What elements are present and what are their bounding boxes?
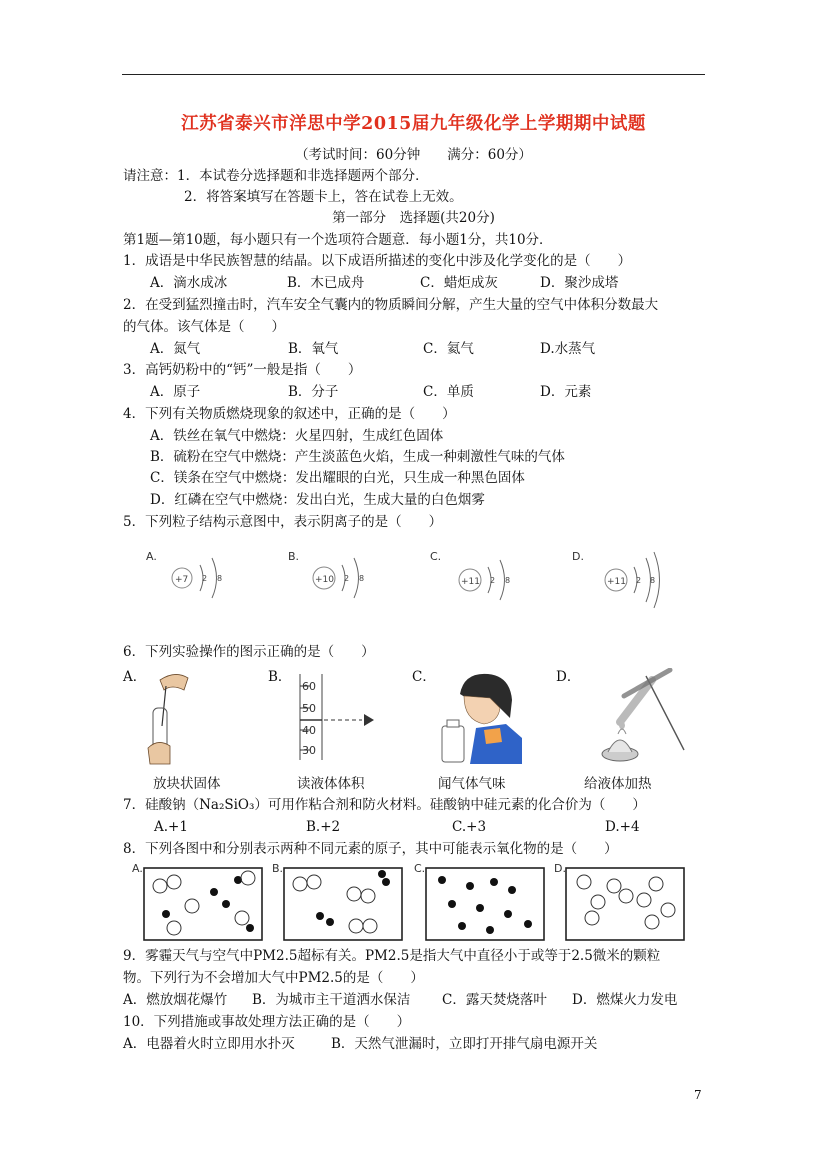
- q5-diagram-d: [572, 550, 660, 608]
- q2-stem-1: 2．在受到猛烈撞击时，汽车安全气囊内的物质瞬间分解，产生大量的空气中体积分数最大: [123, 297, 659, 313]
- note-1: 请注意：1．本试卷分选择题和非选择题两个部分．: [123, 168, 429, 184]
- q10-stem: 10．下列措施或事故处理方法正确的是（ ）: [123, 1014, 411, 1030]
- exam-info: （考试时间：60分钟 满分：60分）: [295, 147, 532, 163]
- q6-label-c: C．: [412, 669, 436, 685]
- q6-figure-b: [300, 674, 374, 760]
- svg-text:40: 40: [302, 724, 316, 737]
- q2-option-b: B．氧气: [288, 341, 339, 357]
- q6-figure-c: [442, 674, 522, 764]
- svg-text:8: 8: [650, 576, 656, 585]
- q4-option-b: B．硫粉在空气中燃烧：产生淡蓝色火焰，生成一种刺激性气味的气体: [150, 449, 565, 465]
- q1-option-b: B．木已成舟: [287, 275, 365, 291]
- q8-box-d: [554, 862, 684, 940]
- q1-stem: 1．成语是中华民族智慧的结晶。以下成语所描述的变化中涉及化学变化的是（ ）: [123, 253, 632, 269]
- q5-diagram-b: [288, 550, 364, 598]
- q5-nucleus-b: +10: [315, 575, 334, 585]
- q7-option-a: A.+1: [154, 819, 188, 835]
- q2-option-c: C．氦气: [423, 341, 474, 357]
- q3-stem: 3．高钙奶粉中的“钙”一般是指（ ）: [123, 362, 362, 378]
- q9-option-c: C．露天焚烧落叶: [442, 992, 547, 1008]
- svg-text:D.: D.: [554, 862, 566, 875]
- svg-text:C.: C.: [414, 862, 426, 875]
- eye-icon: [364, 714, 374, 726]
- q5-nucleus-c: +11: [461, 577, 480, 587]
- q5-label-a: A.: [146, 550, 157, 563]
- q9-option-b: B．为城市主干道洒水保洁: [252, 992, 411, 1008]
- q6-caption-d: 给液体加热: [584, 776, 652, 792]
- q8-figures: [130, 860, 700, 945]
- part1-instruction: 第1题—第10题，每小题只有一个选项符合题意．每小题1分，共10分．: [123, 232, 553, 248]
- q5-figures: [140, 540, 700, 618]
- q4-option-a: A．铁丝在氧气中燃烧：火星四射，生成红色固体: [150, 428, 444, 444]
- page-title: 江苏省泰兴市洋思中学2015届九年级化学上学期期中试题: [181, 114, 646, 134]
- q3-option-b: B．分子: [288, 384, 339, 400]
- q5-nucleus-a: +7: [175, 575, 189, 585]
- q1-option-a: A．滴水成冰: [150, 275, 228, 291]
- q3-options: [0, 382, 827, 402]
- svg-text:60: 60: [302, 680, 316, 693]
- q6-label-a: A．: [123, 669, 147, 685]
- q1-option-c: C．蜡炬成灰: [420, 275, 498, 291]
- svg-text:50: 50: [302, 702, 316, 715]
- note-2: 2．将答案填写在答题卡上，答在试卷上无效。: [184, 189, 463, 205]
- q5-diagram-a: [146, 550, 222, 598]
- svg-text:2: 2: [202, 574, 208, 583]
- q5-stem: 5．下列粒子结构示意图中，表示阴离子的是（ ）: [123, 514, 443, 530]
- q5-nucleus-d: +11: [607, 577, 626, 587]
- q5-diagram-c: [430, 550, 510, 600]
- header-rule: [122, 74, 705, 75]
- q6-label-b: B．: [268, 669, 292, 685]
- q6-caption-c: 闻气体气味: [438, 776, 506, 792]
- q5-label-d: D.: [572, 550, 584, 563]
- q7-option-d: D.+4: [605, 819, 640, 835]
- q9-options: [0, 990, 827, 1010]
- q2-stem-2: 的气体。该气体是（ ）: [123, 319, 285, 335]
- q6-figure-d: [602, 670, 684, 761]
- part1-heading: 第一部分 选择题(共20分): [332, 210, 495, 226]
- svg-text:2: 2: [344, 574, 350, 583]
- q7-option-b: B.+2: [306, 819, 341, 835]
- q1-options: [0, 273, 827, 293]
- svg-text:8: 8: [359, 574, 365, 583]
- q6-caption-b: 读液体体积: [297, 776, 365, 792]
- q3-option-c: C．单质: [423, 384, 474, 400]
- q10-options: [0, 1034, 827, 1054]
- q8-box-c: [414, 862, 544, 940]
- q5-label-c: C.: [430, 550, 442, 563]
- svg-text:30: 30: [302, 744, 316, 757]
- q4-stem: 4．下列有关物质燃烧现象的叙述中，正确的是（ ）: [123, 406, 456, 422]
- q10-option-b: B．天然气泄漏时，立即打开排气扇电源开关: [331, 1036, 598, 1052]
- q10-option-a: A．电器着火时立即用水扑灭: [123, 1036, 295, 1052]
- q9-option-a: A．燃放烟花爆竹: [123, 992, 228, 1008]
- q8-box-b: [272, 862, 402, 940]
- q3-option-a: A．原子: [150, 384, 201, 400]
- q1-option-d: D．聚沙成塔: [540, 275, 619, 291]
- q6-stem: 6．下列实验操作的图示正确的是（ ）: [123, 644, 375, 660]
- q8-stem: 8．下列各图中和分别表示两种不同元素的原子，其中可能表示氧化物的是（ ）: [123, 841, 618, 857]
- q6-figure-a: [148, 674, 188, 764]
- q4-option-d: D．红磷在空气中燃烧：发出白光，生成大量的白色烟雾: [150, 492, 485, 508]
- svg-text:2: 2: [490, 576, 496, 585]
- svg-text:B.: B.: [272, 862, 284, 875]
- q9-stem-1: 9．雾霾天气与空气中PM2.5超标有关。PM2.5是指大气中直径小于或等于2.5微米的颗粒: [123, 948, 661, 964]
- q2-options: [0, 339, 827, 359]
- q2-option-d: D.水蒸气: [540, 341, 596, 357]
- q9-stem-2: 物。下列行为不会增加大气中PM2.5的是（ ）: [123, 970, 424, 986]
- q6-label-d: D．: [556, 669, 581, 685]
- q4-option-c: C．镁条在空气中燃烧：发出耀眼的白光，只生成一种黑色固体: [150, 470, 525, 486]
- q7-stem: 7．硅酸钠（Na₂SiO₃）可用作粘合剂和防火材料。硅酸钠中硅元素的化合价为（ ）: [123, 797, 646, 813]
- svg-text:A.: A.: [132, 862, 143, 875]
- svg-text:2: 2: [636, 576, 642, 585]
- svg-text:8: 8: [217, 574, 223, 583]
- q6-figures: [140, 668, 700, 768]
- q6-caption-a: 放块状固体: [153, 776, 221, 792]
- q9-option-d: D．燃煤火力发电: [572, 992, 678, 1008]
- q7-option-c: C.+3: [452, 819, 487, 835]
- q5-label-b: B.: [288, 550, 300, 563]
- q2-option-a: A．氮气: [150, 341, 201, 357]
- q7-options: [0, 817, 827, 837]
- page-number: 7: [694, 1088, 702, 1102]
- svg-text:8: 8: [505, 576, 511, 585]
- q3-option-d: D．元素: [540, 384, 592, 400]
- q8-box-a: [132, 862, 262, 940]
